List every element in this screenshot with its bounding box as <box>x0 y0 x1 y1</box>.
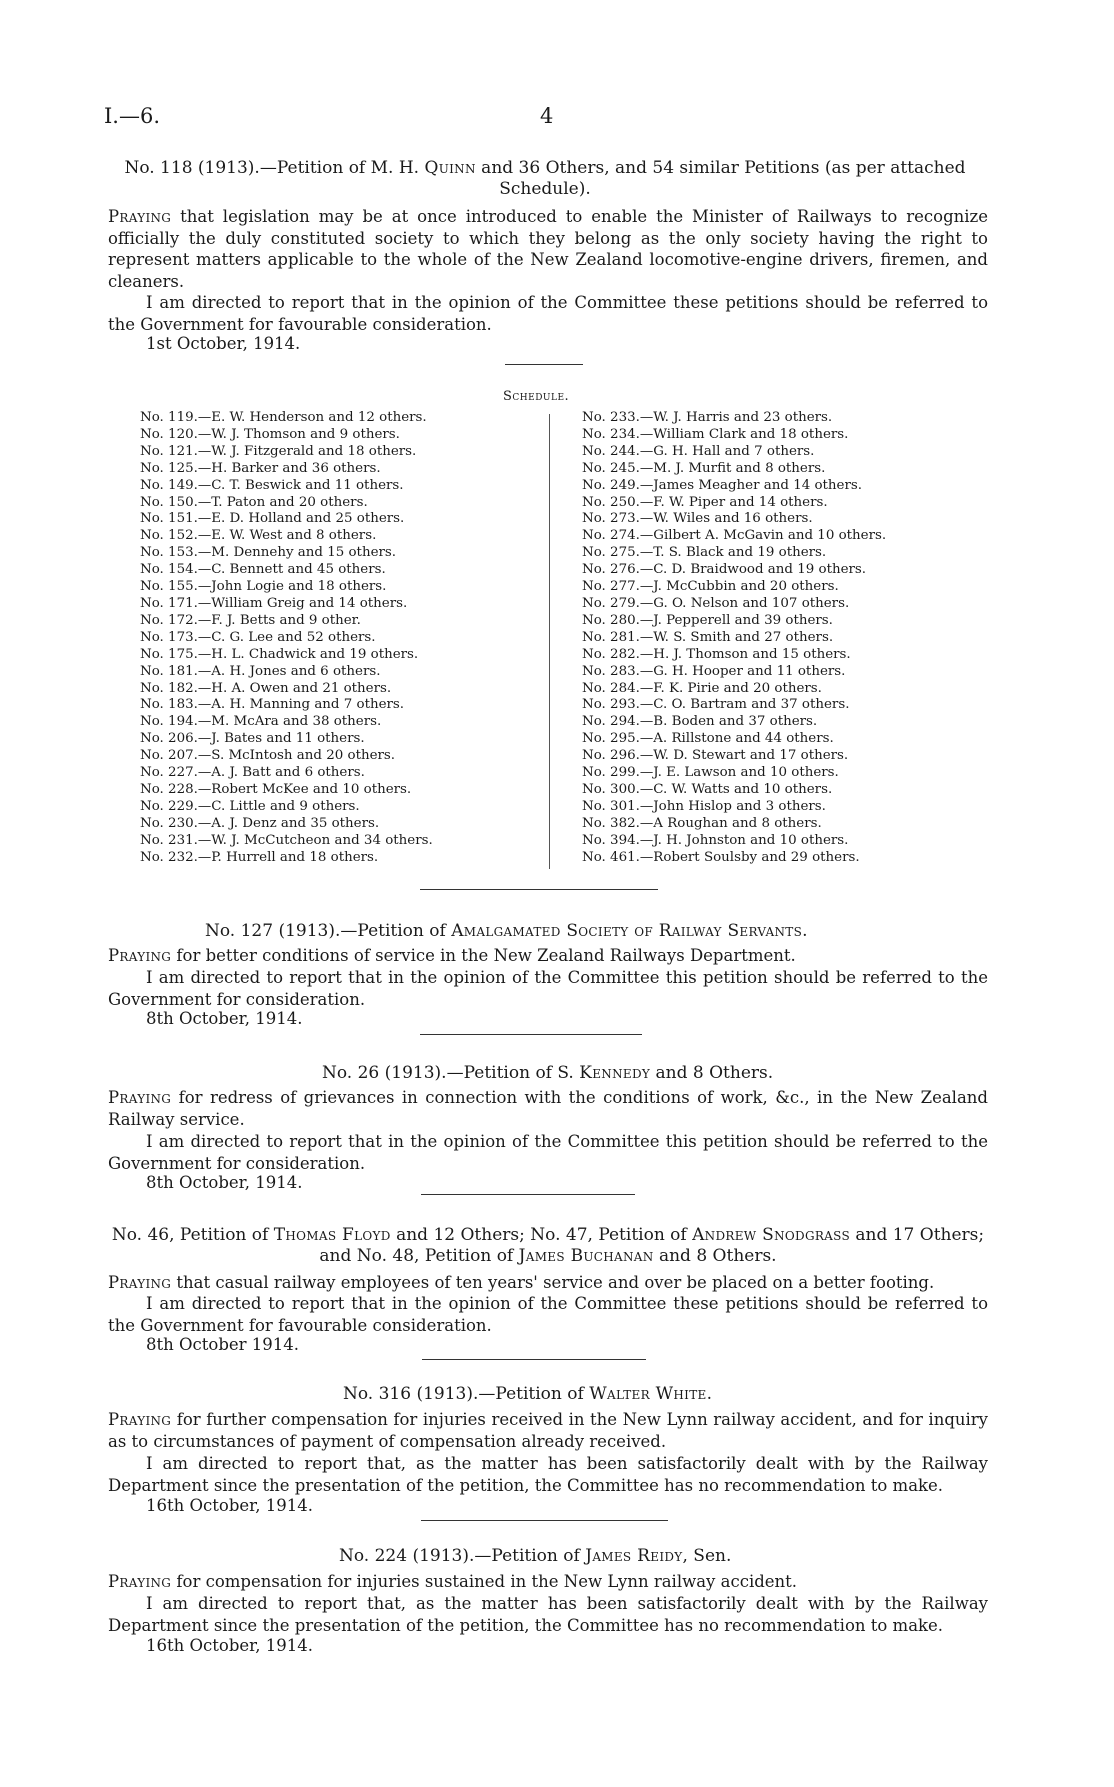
schedule-entry: No. 300.—C. W. Watts and 10 others. <box>582 781 833 797</box>
schedule-entry: No. 194.—M. McAra and 38 others. <box>140 714 382 730</box>
report-paragraph-316: I am directed to report that, as the matter has been satisfactorily dealt with by the Railway Department since the presentation of the petition, the Committee has no recommendation to make. <box>108 1454 988 1495</box>
schedule-entry: No. 245.—M. J. Murfit and 8 others. <box>582 460 826 476</box>
schedule-entry: No. 274.—Gilbert A. McGavin and 10 others. <box>582 528 887 544</box>
praying-paragraph-26: Praying for redress of grievances in connection with the conditions of work, &c., in the New Zealand Railway service. <box>108 1088 988 1129</box>
schedule-entry: No. 273.—W. Wiles and 16 others. <box>582 511 813 527</box>
praying-paragraph-118: Praying that legislation may be at once introduced to enable the Minister of Railways to recognize officially the duly constituted society to which they belong as the only society having the right to represent matters applicable to the whole of the New Zealand locomotive-engine drivers, firemen, and cleaners. <box>108 207 988 291</box>
praying-paragraph-224: Praying for compensation for injuries sustained in the New Lynn railway accident. <box>108 1572 798 1591</box>
praying-paragraph-127: Praying for better conditions of service in the New Zealand Railways Department. <box>108 946 796 965</box>
schedule-entry: No. 153.—M. Dennehy and 15 others. <box>140 545 397 561</box>
schedule-entry: No. 181.—A. H. Jones and 6 others. <box>140 663 381 679</box>
report-paragraph-118: I am directed to report that in the opinion of the Committee these petitions should be referred to the Government for favourable consideration. <box>108 293 988 334</box>
schedule-entry: No. 233.—W. J. Harris and 23 others. <box>582 410 833 425</box>
section-rule <box>420 889 658 890</box>
schedule-entry: No. 172.—F. J. Betts and 9 other. <box>140 612 361 628</box>
schedule-entry: No. 382.—A Roughan and 8 others. <box>582 815 822 831</box>
schedule-entry: No. 173.—C. G. Lee and 52 others. <box>140 629 376 645</box>
schedule-entry: No. 171.—William Greig and 14 others. <box>140 595 408 611</box>
praying-paragraph-316: Praying for further compensation for injuries received in the New Lynn railway accident, and for inquiry as to circumstances of payment of compensation already received. <box>108 1410 988 1451</box>
petition-title-224: No. 224 (1913).—Petition of James Reidy, Sen. <box>339 1546 732 1566</box>
section-rule <box>505 364 583 365</box>
schedule-entry: No. 282.—H. J. Thomson and 15 others. <box>582 646 851 662</box>
petition-title-118: No. 118 (1913).—Petition of M. H. Quinn and 36 Others, and 54 similar Petitions (as per attached Schedule). <box>124 158 966 199</box>
schedule-entry: No. 295.—A. Rillstone and 44 others. <box>582 731 834 747</box>
schedule-entry: No. 120.—W. J. Thomson and 9 others. <box>140 426 400 442</box>
report-date-127: 8th October, 1914. <box>146 1009 303 1028</box>
schedule-entry: No. 152.—E. W. West and 8 others. <box>140 528 377 544</box>
schedule-entry: No. 182.—H. A. Owen and 21 others. <box>140 680 392 696</box>
schedule-entry: No. 461.—Robert Soulsby and 29 others. <box>582 849 860 865</box>
report-date-46-47-48: 8th October 1914. <box>146 1335 300 1354</box>
schedule-entry: No. 183.—A. H. Manning and 7 others. <box>140 697 405 713</box>
schedule-entry: No. 294.—B. Boden and 37 others. <box>582 714 818 730</box>
schedule-entry: No. 229.—C. Little and 9 others. <box>140 798 360 814</box>
schedule-entry: No. 394.—J. H. Johnston and 10 others. <box>582 832 849 848</box>
schedule-entry: No. 244.—G. H. Hall and 7 others. <box>582 443 815 459</box>
schedule-entry: No. 293.—C. O. Bartram and 37 others. <box>582 697 850 713</box>
schedule-entry: No. 155.—John Logie and 18 others. <box>140 579 387 595</box>
schedule-entry: No. 280.—J. Pepperell and 39 others. <box>582 612 833 628</box>
schedule-entry: No. 283.—G. H. Hooper and 11 others. <box>582 663 846 679</box>
schedule-entry: No. 121.—W. J. Fitzgerald and 18 others. <box>140 443 417 459</box>
schedule-entry: No. 275.—T. S. Black and 19 others. <box>582 545 827 561</box>
petition-title-26: No. 26 (1913).—Petition of S. Kennedy and 8 Others. <box>322 1063 774 1083</box>
schedule-entry: No. 299.—J. E. Lawson and 10 others. <box>582 765 839 781</box>
report-date-26: 8th October, 1914. <box>146 1173 303 1192</box>
schedule-entry: No. 125.—H. Barker and 36 others. <box>140 460 381 476</box>
schedule-entry: No. 249.—James Meagher and 14 others. <box>582 477 863 493</box>
report-paragraph-46-47-48: I am directed to report that in the opinion of the Committee these petitions should be referred to the Government for favourable consideration. <box>108 1294 988 1335</box>
schedule-entry: No. 151.—E. D. Holland and 25 others. <box>140 511 405 527</box>
schedule-entry: No. 207.—S. McIntosh and 20 others. <box>140 748 396 764</box>
report-date-224: 16th October, 1914. <box>146 1636 313 1655</box>
petition-title-316: No. 316 (1913).—Petition of Walter White. <box>343 1384 713 1404</box>
schedule-entry: No. 206.—J. Bates and 11 others. <box>140 731 365 747</box>
schedule-entry: No. 250.—F. W. Piper and 14 others. <box>582 494 828 510</box>
schedule-entry: No. 281.—W. S. Smith and 27 others. <box>582 629 834 645</box>
schedule-entry: No. 231.—W. J. McCutcheon and 34 others. <box>140 832 433 848</box>
schedule-entry: No. 227.—A. J. Batt and 6 others. <box>140 765 365 781</box>
schedule-left-column <box>140 410 433 866</box>
page-number: 4 <box>540 104 554 128</box>
schedule-entry: No. 276.—C. D. Braidwood and 19 others. <box>582 562 867 578</box>
schedule-entry: No. 230.—A. J. Denz and 35 others. <box>140 815 380 831</box>
section-rule <box>422 1359 646 1360</box>
section-rule <box>421 1194 635 1195</box>
schedule-entry: No. 119.—E. W. Henderson and 12 others. <box>140 410 427 425</box>
schedule-entry: No. 284.—F. K. Pirie and 20 others. <box>582 680 822 696</box>
schedule-entry: No. 150.—T. Paton and 20 others. <box>140 494 368 510</box>
section-rule <box>420 1034 642 1035</box>
petition-title-127: No. 127 (1913).—Petition of Amalgamated Society of Railway Servants. <box>205 921 808 941</box>
section-rule <box>421 1520 668 1521</box>
schedule-entry: No. 301.—John Hislop and 3 others. <box>582 798 826 814</box>
report-date-316: 16th October, 1914. <box>146 1496 313 1515</box>
schedule-entry: No. 149.—C. T. Beswick and 11 others. <box>140 477 404 493</box>
report-paragraph-26: I am directed to report that in the opinion of the Committee this petition should be referred to the Government for consideration. <box>108 1132 988 1173</box>
petition-title-46-47-48: No. 46, Petition of Thomas Floyd and 12 Others; No. 47, Petition of Andrew Snodgrass and 17 Others; and No. 48, Petition of James Buchanan and 8 Others. <box>111 1225 985 1266</box>
report-paragraph-127: I am directed to report that in the opinion of the Committee this petition should be referred to the Government for consideration. <box>108 968 988 1009</box>
schedule-entry: No. 279.—G. O. Nelson and 107 others. <box>582 595 850 611</box>
document-reference: I.—6. <box>104 104 161 128</box>
report-paragraph-224: I am directed to report that, as the matter has been satisfactorily dealt with by the Railway Department since the presentation of the petition, the Committee has no recommendation to make. <box>108 1594 988 1635</box>
schedule-entry: No. 234.—William Clark and 18 others. <box>582 426 849 442</box>
schedule-entry: No. 175.—H. L. Chadwick and 19 others. <box>140 646 419 662</box>
schedule-entry: No. 228.—Robert McKee and 10 others. <box>140 781 412 797</box>
schedule-entry: No. 296.—W. D. Stewart and 17 others. <box>582 748 849 764</box>
schedule-right-column <box>582 410 886 866</box>
schedule-title: Schedule. <box>503 389 570 404</box>
report-date-118: 1st October, 1914. <box>146 334 301 353</box>
praying-paragraph-46-47-48: Praying that casual railway employees of ten years' service and over be placed on a better footing. <box>108 1273 935 1292</box>
schedule-entry: No. 232.—P. Hurrell and 18 others. <box>140 849 379 865</box>
schedule-divider <box>549 414 550 869</box>
schedule-entry: No. 154.—C. Bennett and 45 others. <box>140 562 386 578</box>
schedule-entry: No. 277.—J. McCubbin and 20 others. <box>582 579 839 595</box>
